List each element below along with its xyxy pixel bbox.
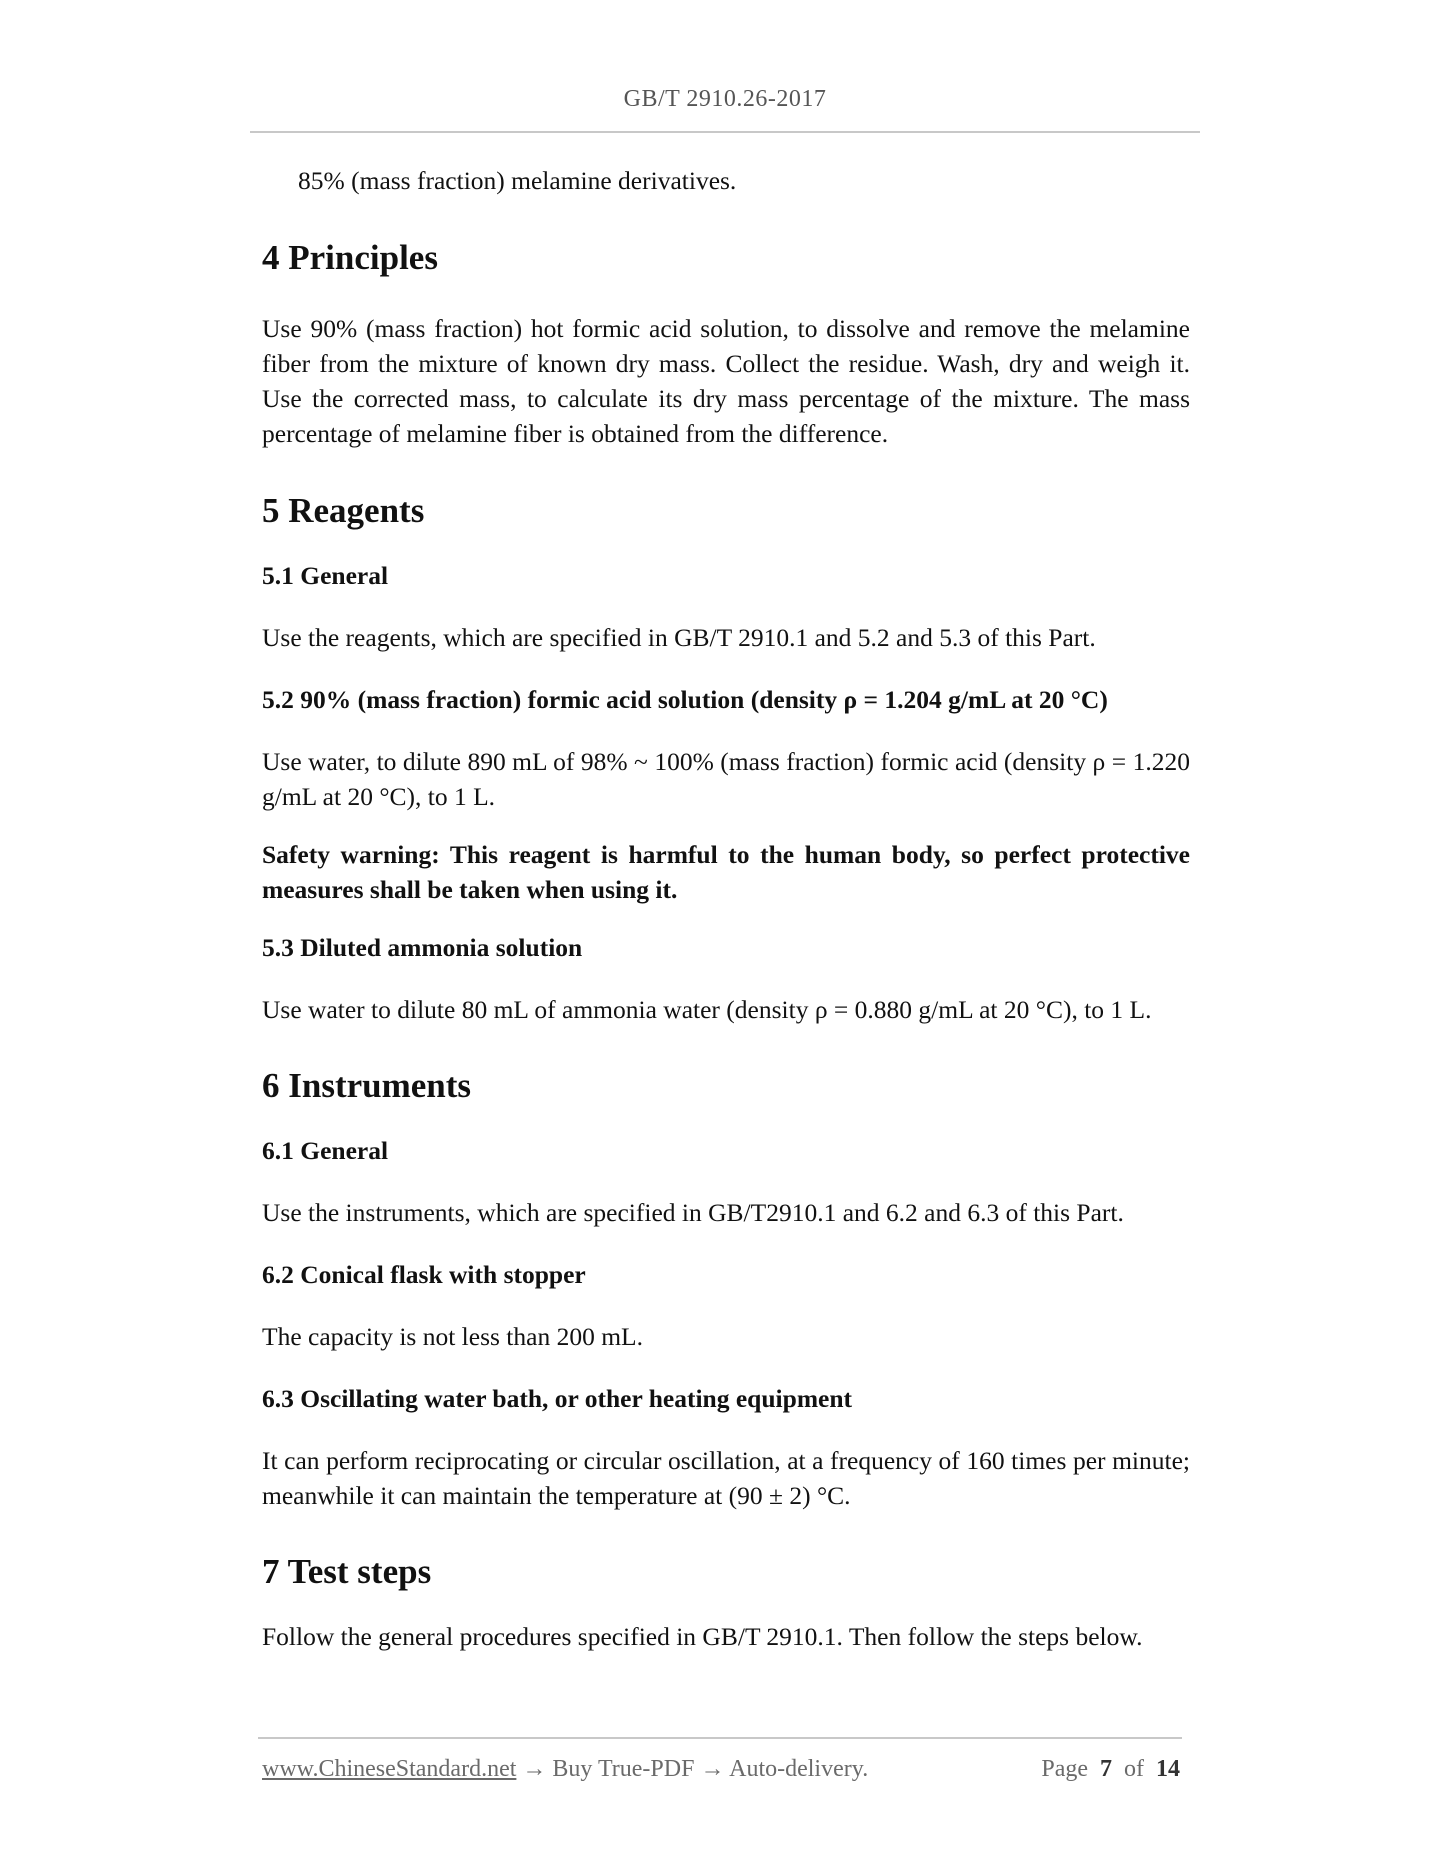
section-6-1-heading: 6.1 General	[262, 1136, 389, 1165]
section-4-heading: 4 Principles	[262, 238, 438, 277]
document-header: GB/T 2910.26-2017	[623, 86, 827, 112]
section-7-heading: 7 Test steps	[262, 1552, 432, 1591]
footer-promo-text: → Buy True-PDF → Auto-delivery.	[516, 1756, 869, 1782]
section-5-heading: 5 Reagents	[262, 491, 425, 530]
website-link[interactable]: www.ChineseStandard.net	[262, 1756, 517, 1782]
section-4-text: Use 90% (mass fraction) hot formic acid solution, to dissolve and remove the melamine fiber from the mixture of known dry mass. Collect the residue. Wash, dry and weigh it. Use the corrected mass, to calculate its dry mass percentage of the mixture. The mass percentage of melamine fiber is obtained from the difference.	[262, 314, 1190, 448]
page-total: 14	[1156, 1756, 1180, 1782]
section-5-1-heading: 5.1 General	[262, 561, 389, 590]
page-label: Page	[1041, 1756, 1088, 1782]
footer-promo	[262, 1756, 868, 1783]
of-label: of	[1124, 1756, 1144, 1782]
section-6-1-text: Use the instruments, which are specified in GB/T2910.1 and 6.2 and 6.3 of this Part.	[262, 1198, 1124, 1227]
continuation-text: 85% (mass fraction) melamine derivatives.	[298, 166, 737, 195]
header-divider	[250, 131, 1200, 133]
section-6-3-heading: 6.3 Oscillating water bath, or other heating equipment	[262, 1384, 853, 1413]
section-6-3-text: It can perform reciprocating or circular oscillation, at a frequency of 160 times per minute; meanwhile it can maintain the temperature at (90 ± 2) °C.	[262, 1446, 1190, 1510]
section-5-1-text: Use the reagents, which are specified in GB/T 2910.1 and 5.2 and 5.3 of this Part.	[262, 623, 1096, 652]
page-number	[1041, 1756, 1180, 1783]
section-6-2-text: The capacity is not less than 200 mL.	[262, 1322, 643, 1351]
section-5-3-text: Use water to dilute 80 mL of ammonia water (density ρ = 0.880 g/mL at 20 °C), to 1 L.	[262, 995, 1152, 1024]
footer-divider	[258, 1737, 1182, 1739]
page-current: 7	[1100, 1756, 1112, 1782]
section-6-heading: 6 Instruments	[262, 1066, 472, 1105]
section-7-text: Follow the general procedures specified in GB/T 2910.1. Then follow the steps below.	[262, 1622, 1143, 1651]
section-5-2-text: Use water, to dilute 890 mL of 98% ~ 100% (mass fraction) formic acid (density ρ = 1.220 g/mL at 20 °C), to 1 L.	[262, 747, 1190, 811]
section-6-2-heading: 6.2 Conical flask with stopper	[262, 1260, 586, 1289]
section-5-2-heading: 5.2 90% (mass fraction) formic acid solution (density ρ = 1.204 g/mL at 20 °C)	[262, 685, 1108, 714]
page-content	[262, 163, 1190, 1654]
section-5-3-heading: 5.3 Diluted ammonia solution	[262, 933, 583, 962]
safety-warning: Safety warning: This reagent is harmful to the human body, so perfect protective measures shall be taken when using it.	[262, 840, 1190, 904]
